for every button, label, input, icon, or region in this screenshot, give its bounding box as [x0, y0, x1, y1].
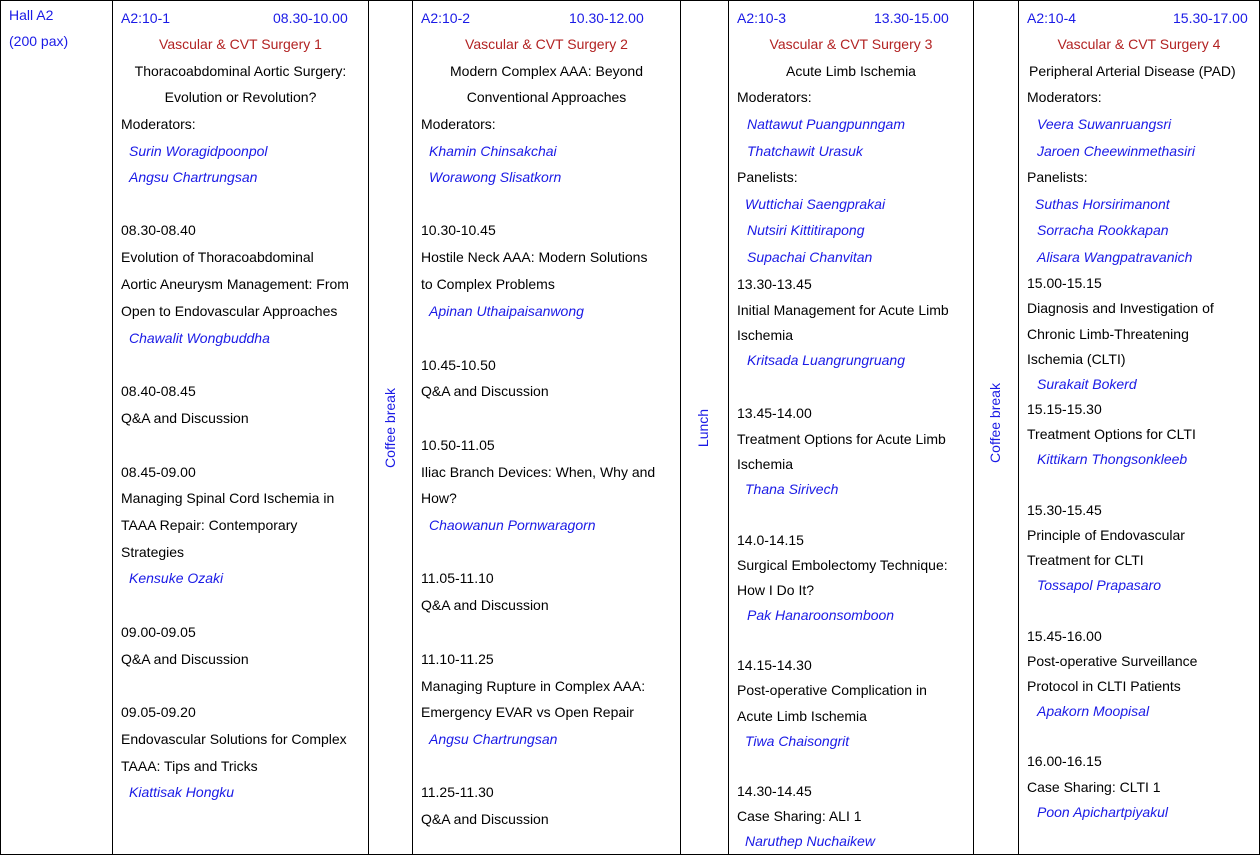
talk-time: 11.10-11.25 [421, 651, 494, 667]
session-topic: Evolution or Revolution? [164, 89, 317, 105]
speaker-name: Apakorn Moopisal [1037, 703, 1150, 719]
talk-title: Managing Rupture in Complex AAA: [421, 678, 646, 694]
session-topic: Thoracoabdominal Aortic Surgery: [134, 63, 347, 79]
talk-title: Treatment Options for Acute Limb [737, 431, 946, 447]
moderators-label: Moderators: [737, 89, 812, 105]
session-code: A2:10-4 [1027, 10, 1077, 26]
session-title: Vascular & CVT Surgery 4 [1057, 36, 1221, 52]
speaker-name: Angsu Chartrungsan [429, 731, 558, 747]
session-time: 10.30-12.00 [569, 10, 644, 26]
session-topic: Acute Limb Ischemia [786, 63, 916, 79]
lunch-label: Lunch [695, 408, 711, 448]
talk-title: How? [421, 490, 457, 506]
speaker-name: Kritsada Luangrungruang [747, 352, 906, 368]
talk-time: 15.15-15.30 [1027, 401, 1102, 417]
hall-capacity: (200 pax) [9, 33, 69, 49]
talk-title: Diagnosis and Investigation of [1027, 300, 1214, 316]
talk-title: Q&A and Discussion [421, 811, 549, 827]
speaker-name: Thana Sirivech [745, 481, 839, 497]
talk-title: Post-operative Surveillance [1027, 653, 1198, 669]
session-topic: Conventional Approaches [466, 89, 627, 105]
talk-title: Principle of Endovascular [1027, 527, 1185, 543]
talk-title: Q&A and Discussion [421, 383, 549, 399]
panelists-label: Panelists: [1027, 169, 1088, 185]
talk-time: 10.50-11.05 [421, 437, 495, 453]
moderator-name: Khamin Chinsakchai [429, 143, 557, 159]
speaker-name: Apinan Uthaipaisanwong [429, 303, 584, 319]
coffee-break-2-label: Coffee break [987, 383, 1003, 463]
talk-time: 11.05-11.10 [421, 570, 494, 586]
panelist-name: Wuttichai Saengprakai [745, 196, 886, 212]
talk-title: Chronic Limb-Threatening [1027, 326, 1189, 342]
talk-title: Endovascular Solutions for Complex [121, 731, 347, 747]
talk-title: Ischemia [737, 456, 794, 472]
panelists-label: Panelists: [737, 169, 798, 185]
talk-time: 15.30-15.45 [1027, 502, 1102, 518]
talk-time: 14.0-14.15 [737, 532, 804, 548]
talk-time: 14.30-14.45 [737, 783, 812, 799]
talk-title: Open to Endovascular Approaches [121, 303, 338, 319]
session-title: Vascular & CVT Surgery 3 [769, 36, 933, 52]
speaker-name: Surakait Bokerd [1037, 376, 1137, 392]
talk-time: 08.45-09.00 [121, 464, 196, 480]
talk-time: 14.15-14.30 [737, 657, 812, 673]
session-code: A2:10-1 [121, 10, 171, 26]
talk-time: 09.00-09.05 [121, 624, 196, 640]
talk-title: Aortic Aneurysm Management: From [121, 276, 349, 292]
talk-title: Post-operative Complication in [737, 682, 927, 698]
talk-time: 08.30-08.40 [121, 222, 196, 238]
talk-title: Treatment Options for CLTI [1027, 426, 1196, 442]
session-topic: Peripheral Arterial Disease (PAD) [1029, 63, 1236, 79]
talk-title: TAAA Repair: Contemporary [121, 517, 298, 533]
speaker-name: Naruthep Nuchaikew [745, 833, 875, 849]
talk-title: Acute Limb Ischemia [737, 708, 867, 724]
speaker-name: Poon Apichartpiyakul [1037, 804, 1169, 820]
moderator-name: Veera Suwanruangsri [1037, 116, 1172, 132]
panelist-name: Nutsiri Kittitirapong [747, 222, 865, 238]
talk-title: Ischemia [737, 327, 794, 343]
moderator-name: Nattawut Puangpunngam [747, 116, 905, 132]
talk-time: 15.45-16.00 [1027, 628, 1102, 644]
moderator-name: Thatchawit Urasuk [747, 143, 863, 159]
session-time: 13.30-15.00 [874, 10, 949, 26]
speaker-name: Tiwa Chaisongrit [745, 733, 850, 749]
talk-title: Protocol in CLTI Patients [1027, 678, 1181, 694]
talk-time: 13.30-13.45 [737, 276, 812, 292]
talk-title: Managing Spinal Cord Ischemia in [121, 490, 335, 506]
moderator-name: Jaroen Cheewinmethasiri [1037, 143, 1195, 159]
moderator-name: Worawong Slisatkorn [429, 169, 562, 185]
talk-title: Initial Management for Acute Limb [737, 302, 949, 318]
moderators-label: Moderators: [421, 116, 496, 132]
speaker-name: Kittikarn Thongsonkleeb [1037, 451, 1188, 467]
talk-title: Evolution of Thoracoabdominal [121, 249, 314, 265]
talk-title: Q&A and Discussion [121, 651, 249, 667]
talk-title: Ischemia (CLTI) [1027, 351, 1126, 367]
talk-title: TAAA: Tips and Tricks [121, 758, 258, 774]
speaker-name: Pak Hanaroonsomboon [747, 607, 895, 623]
hall-name: Hall A2 [9, 7, 54, 23]
talk-title: Case Sharing: ALI 1 [737, 808, 862, 824]
talk-title: Q&A and Discussion [421, 597, 549, 613]
session-title: Vascular & CVT Surgery 2 [465, 36, 628, 52]
talk-time: 09.05-09.20 [121, 704, 196, 720]
talk-title: to Complex Problems [421, 276, 555, 292]
talk-time: 10.45-10.50 [421, 357, 496, 373]
session-code: A2:10-2 [421, 10, 471, 26]
session-code: A2:10-3 [737, 10, 787, 26]
talk-time: 15.00-15.15 [1027, 275, 1102, 291]
panelist-name: Suthas Horsirimanont [1035, 196, 1170, 212]
talk-time: 11.25-11.30 [421, 784, 494, 800]
session-time: 15.30-17.00 [1173, 10, 1248, 26]
session-title: Vascular & CVT Surgery 1 [159, 36, 322, 52]
talk-title: Case Sharing: CLTI 1 [1027, 779, 1161, 795]
speaker-name: Chawalit Wongbuddha [129, 330, 270, 346]
talk-title: Q&A and Discussion [121, 410, 249, 426]
talk-time: 10.30-10.45 [421, 222, 496, 238]
moderators-label: Moderators: [121, 116, 196, 132]
panelist-name: Sorracha Rookkapan [1037, 222, 1169, 238]
panelist-name: Supachai Chanvitan [747, 249, 873, 265]
talk-title: Hostile Neck AAA: Modern Solutions [421, 249, 648, 265]
moderator-name: Surin Woragidpoonpol [129, 143, 268, 159]
talk-time: 16.00-16.15 [1027, 753, 1102, 769]
speaker-name: Tossapol Prapasaro [1037, 577, 1162, 593]
coffee-break-1-label: Coffee break [382, 388, 398, 468]
talk-time: 08.40-08.45 [121, 383, 196, 399]
speaker-name: Kiattisak Hongku [129, 784, 235, 800]
talk-title: Iliac Branch Devices: When, Why and [421, 464, 656, 480]
talk-time: 13.45-14.00 [737, 405, 812, 421]
session-time: 08.30-10.00 [273, 10, 348, 26]
talk-title: How I Do It? [737, 582, 815, 598]
talk-title: Emergency EVAR vs Open Repair [421, 704, 634, 720]
speaker-name: Kensuke Ozaki [129, 570, 224, 586]
talk-title: Surgical Embolectomy Technique: [737, 557, 948, 573]
talk-title: Treatment for CLTI [1027, 552, 1144, 568]
panelist-name: Alisara Wangpatravanich [1037, 249, 1193, 265]
session-topic: Modern Complex AAA: Beyond [450, 63, 643, 79]
moderator-name: Angsu Chartrungsan [129, 169, 258, 185]
talk-title: Strategies [121, 544, 185, 560]
speaker-name: Chaowanun Pornwaragorn [429, 517, 596, 533]
hall-column [0, 0, 113, 855]
moderators-label: Moderators: [1027, 89, 1102, 105]
